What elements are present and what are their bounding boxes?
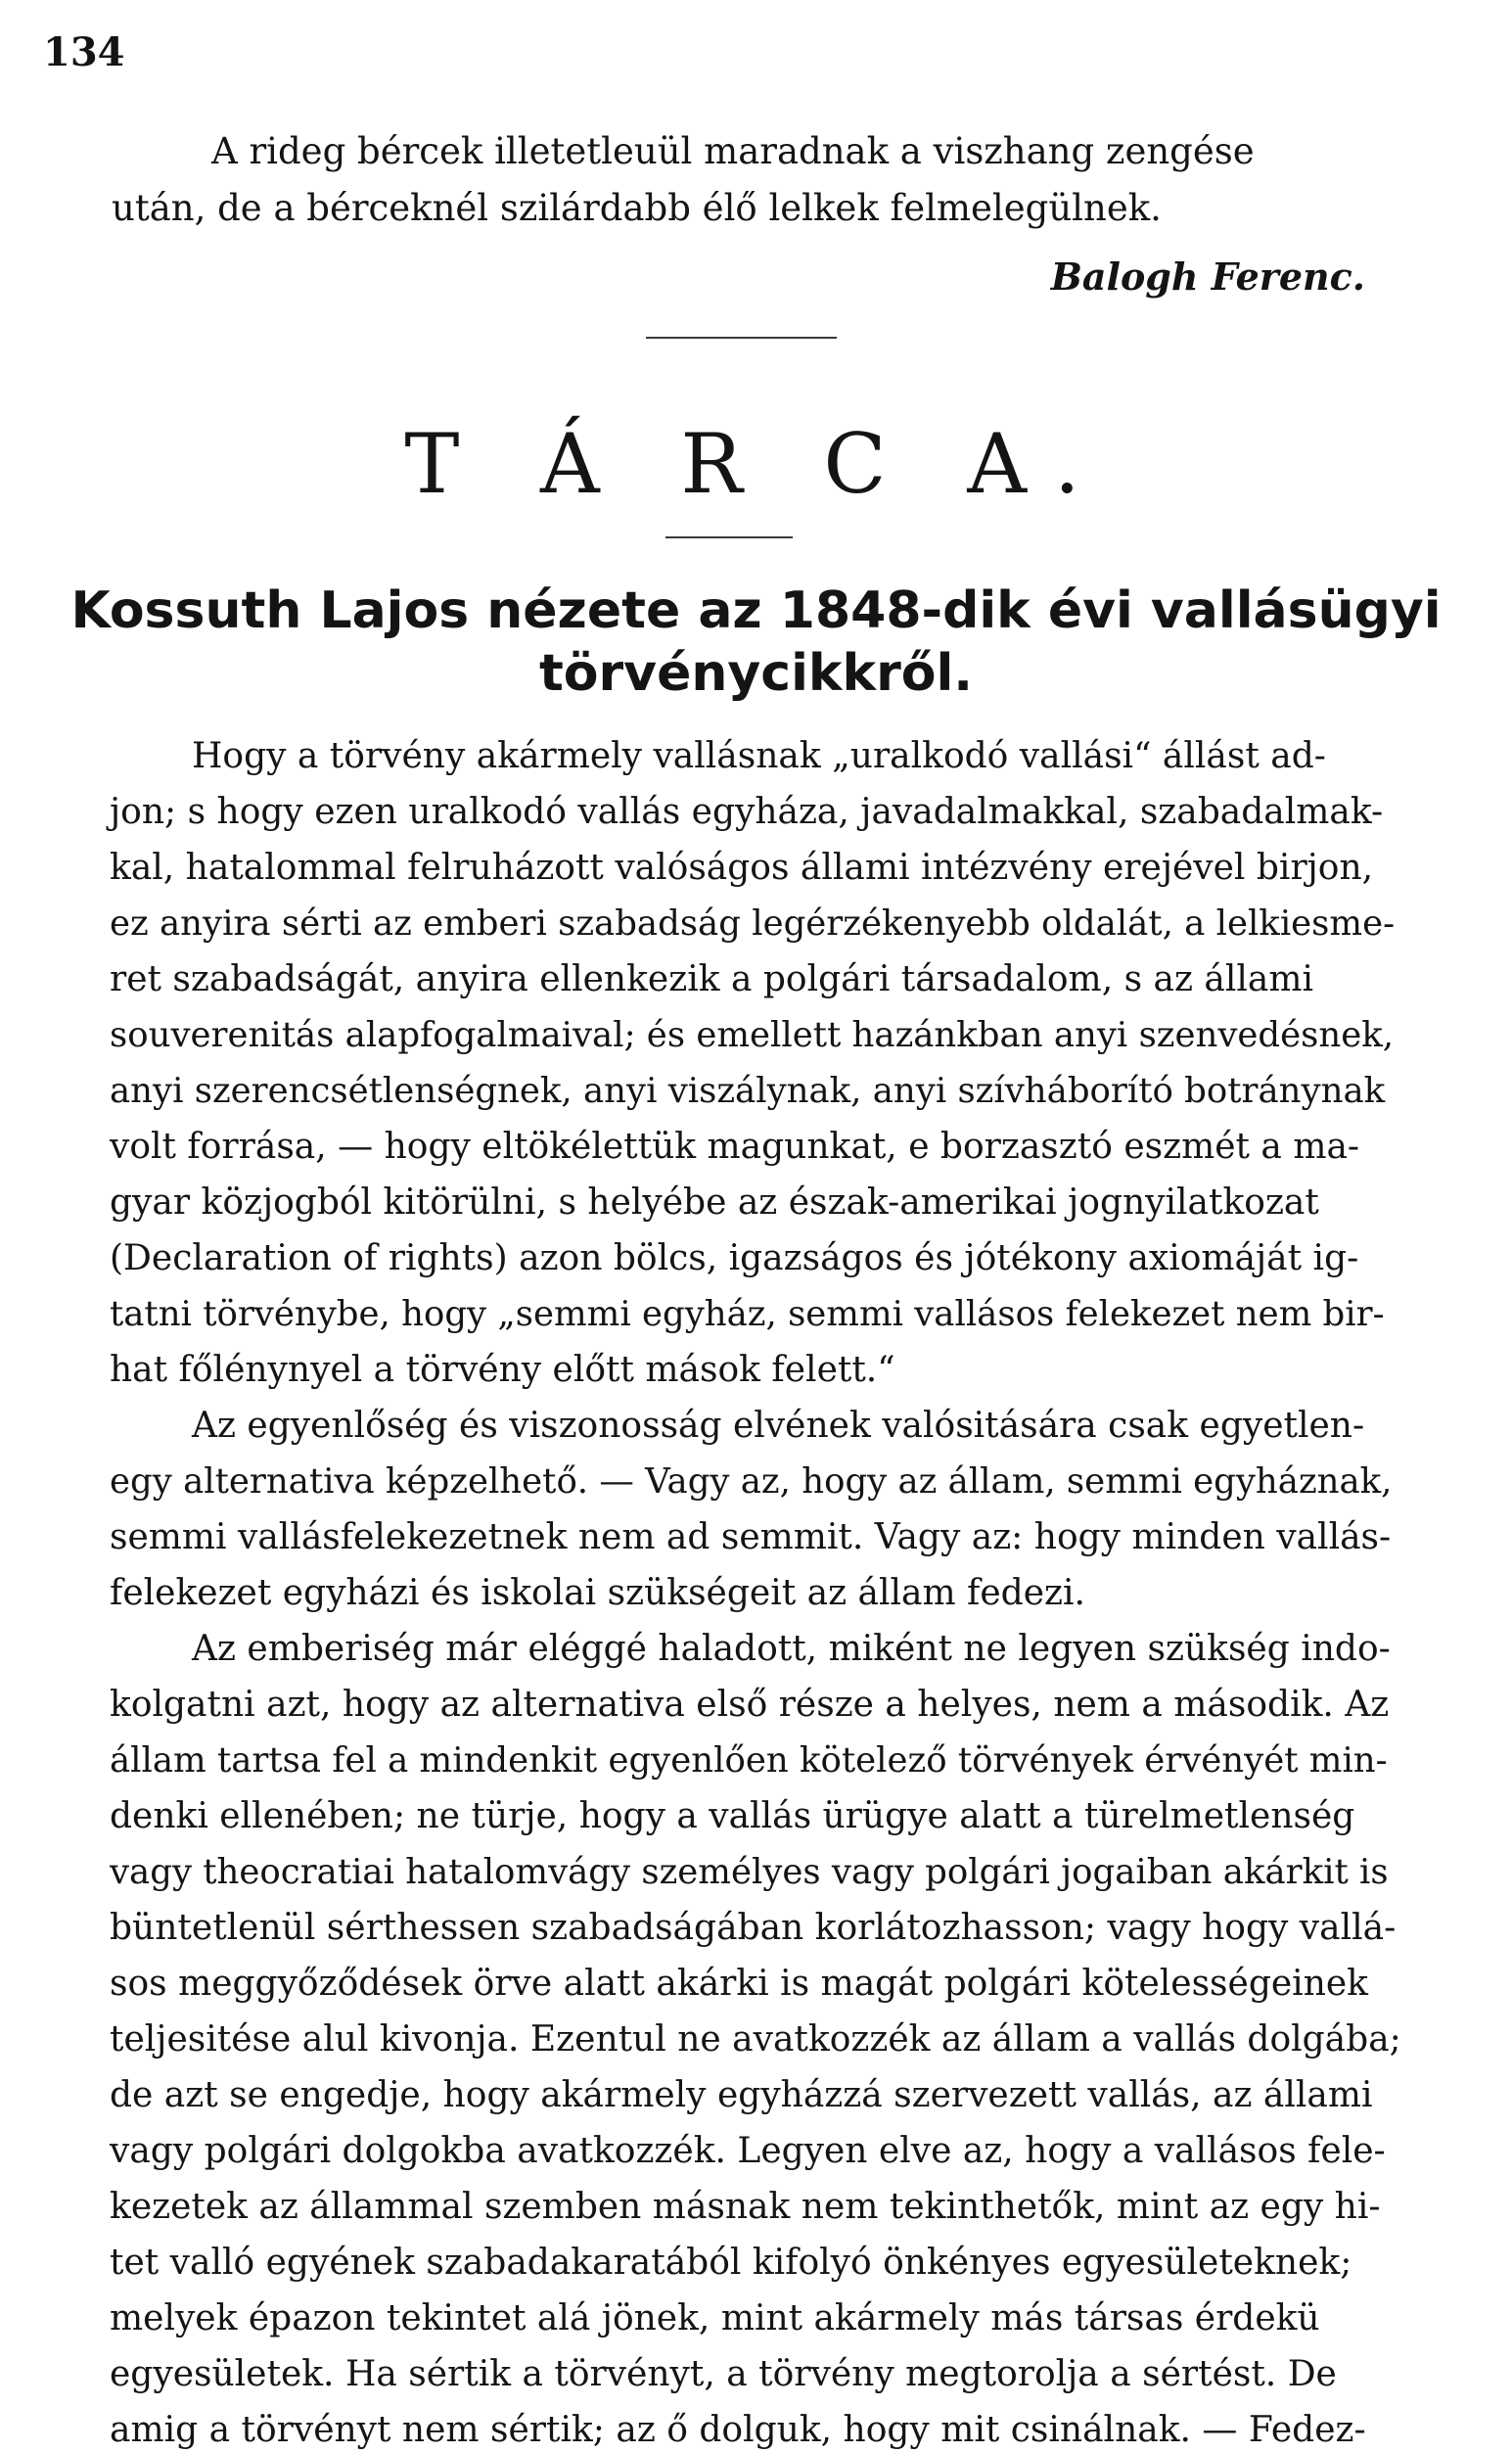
body-line: hat főlénynyel a törvény előtt mások felett.“	[110, 1350, 895, 1390]
body-line: egyesületek. Ha sértik a törvényt, a törvény megtorolja a sértést. De	[110, 2354, 1337, 2394]
body-line: gyar közjogból kitörülni, s helyébe az észak-amerikai jognyilatkozat	[110, 1182, 1319, 1223]
body-line: anyi szerencsétlenségnek, anyi viszálynak, anyi szívháborító botránynak	[110, 1071, 1386, 1111]
body-line: semmi vallásfelekezetnek nem ad semmit. Vagy az: hogy minden vallás-	[110, 1517, 1392, 1557]
body-line: ez anyira sérti az emberi szabadság legérzékenyebb oldalát, a lelkiesme-	[110, 903, 1396, 944]
separator-rule-top	[646, 337, 837, 339]
body-line: melyek épazon tekintet alá jönek, mint akármely más társas érdekü	[110, 2298, 1320, 2338]
body-line: de azt se engedje, hogy akármely egyházzá szervezett vallás, az állami	[110, 2075, 1373, 2115]
body-line: Az egyenlőség és viszonosság elvének valósitására csak egyetlen-	[192, 1406, 1365, 1446]
separator-rule-bottom	[665, 536, 793, 538]
body-line: felekezet egyházi és iskolai szükségeit az állam fedezi.	[110, 1573, 1085, 1613]
epigraph-line-1: A rideg bércek illetetleuül maradnak a viszhang zengése	[211, 130, 1255, 172]
body-line: denki ellenében; ne türje, hogy a vallás ürügye alatt a türelmetlenség	[110, 1796, 1355, 1836]
body-line: állam tartsa fel a mindenkit egyenlően kötelező törvények érvényét min-	[110, 1740, 1388, 1781]
body-line: volt forrása, — hogy eltökélettük magunkat, e borzasztó eszmét a ma-	[110, 1127, 1360, 1167]
body-line: vagy theocratiai hatalomvágy személyes vagy polgári jogaiban akárkit is	[110, 1852, 1389, 1892]
body-line: amig a törvényt nem sértik; az ő dolguk, hogy mit csinálnak. — Fedez-	[110, 2410, 1366, 2450]
body-line: tatni törvénybe, hogy „semmi egyház, semmi vallásos felekezet nem bir-	[110, 1294, 1385, 1334]
body-line: kal, hatalommal felruházott valóságos állami intézvény erejével birjon,	[110, 848, 1374, 888]
section-title: T Á R C A.	[404, 416, 1108, 512]
body-line: sos meggyőződések örve alatt akárki is magát polgári kötelességeinek	[110, 1964, 1368, 2004]
epigraph-author: Balogh Ferenc.	[1050, 255, 1365, 299]
body-line: (Declaration of rights) azon bölcs, igazságos és jótékony axiomáját ig-	[110, 1238, 1359, 1278]
page-number: 134	[43, 29, 125, 75]
body-line: teljesitése alul kivonja. Ezentul ne avatkozzék az állam a vallás dolgába;	[110, 2019, 1401, 2060]
body-line: egy alternativa képzelhető. — Vagy az, hogy az állam, semmi egyháznak,	[110, 1461, 1393, 1502]
article-title-line-1: Kossuth Lajos nézete az 1848-dik évi vallásügyi	[70, 581, 1442, 640]
body-line: jon; s hogy ezen uralkodó vallás egyháza, javadalmakkal, szabadalmak-	[110, 792, 1384, 832]
article-title-line-2: törvénycikkről.	[538, 644, 974, 703]
epigraph-line-2: után, de a bérceknél szilárdabb élő lelkek felmelegülnek.	[112, 187, 1162, 229]
body-line: kolgatni azt, hogy az alternativa első része a helyes, nem a második. Az	[110, 1685, 1390, 1725]
body-line: vagy polgári dolgokba avatkozzék. Legyen elve az, hogy a vallásos fele-	[110, 2131, 1386, 2171]
body-line: souverenitás alapfogalmaival; és emellett hazánkban anyi szenvedésnek,	[110, 1015, 1395, 1055]
body-line: kezetek az állammal szemben másnak nem tekinthetők, mint az egy hi-	[110, 2187, 1381, 2227]
body-line: ret szabadságát, anyira ellenkezik a polgári társadalom, s az állami	[110, 959, 1313, 999]
body-line: büntetlenül sérthessen szabadságában korlátozhasson; vagy hogy vallá-	[110, 1908, 1397, 1948]
body-line: tet valló egyének szabadakaratából kifolyó önkényes egyesületeknek;	[110, 2243, 1352, 2283]
body-line: Hogy a törvény akármely vallásnak „uralkodó vallási“ állást ad-	[192, 736, 1326, 776]
body-line: Az emberiség már eléggé haladott, miként ne legyen szükség indo-	[192, 1629, 1391, 1669]
